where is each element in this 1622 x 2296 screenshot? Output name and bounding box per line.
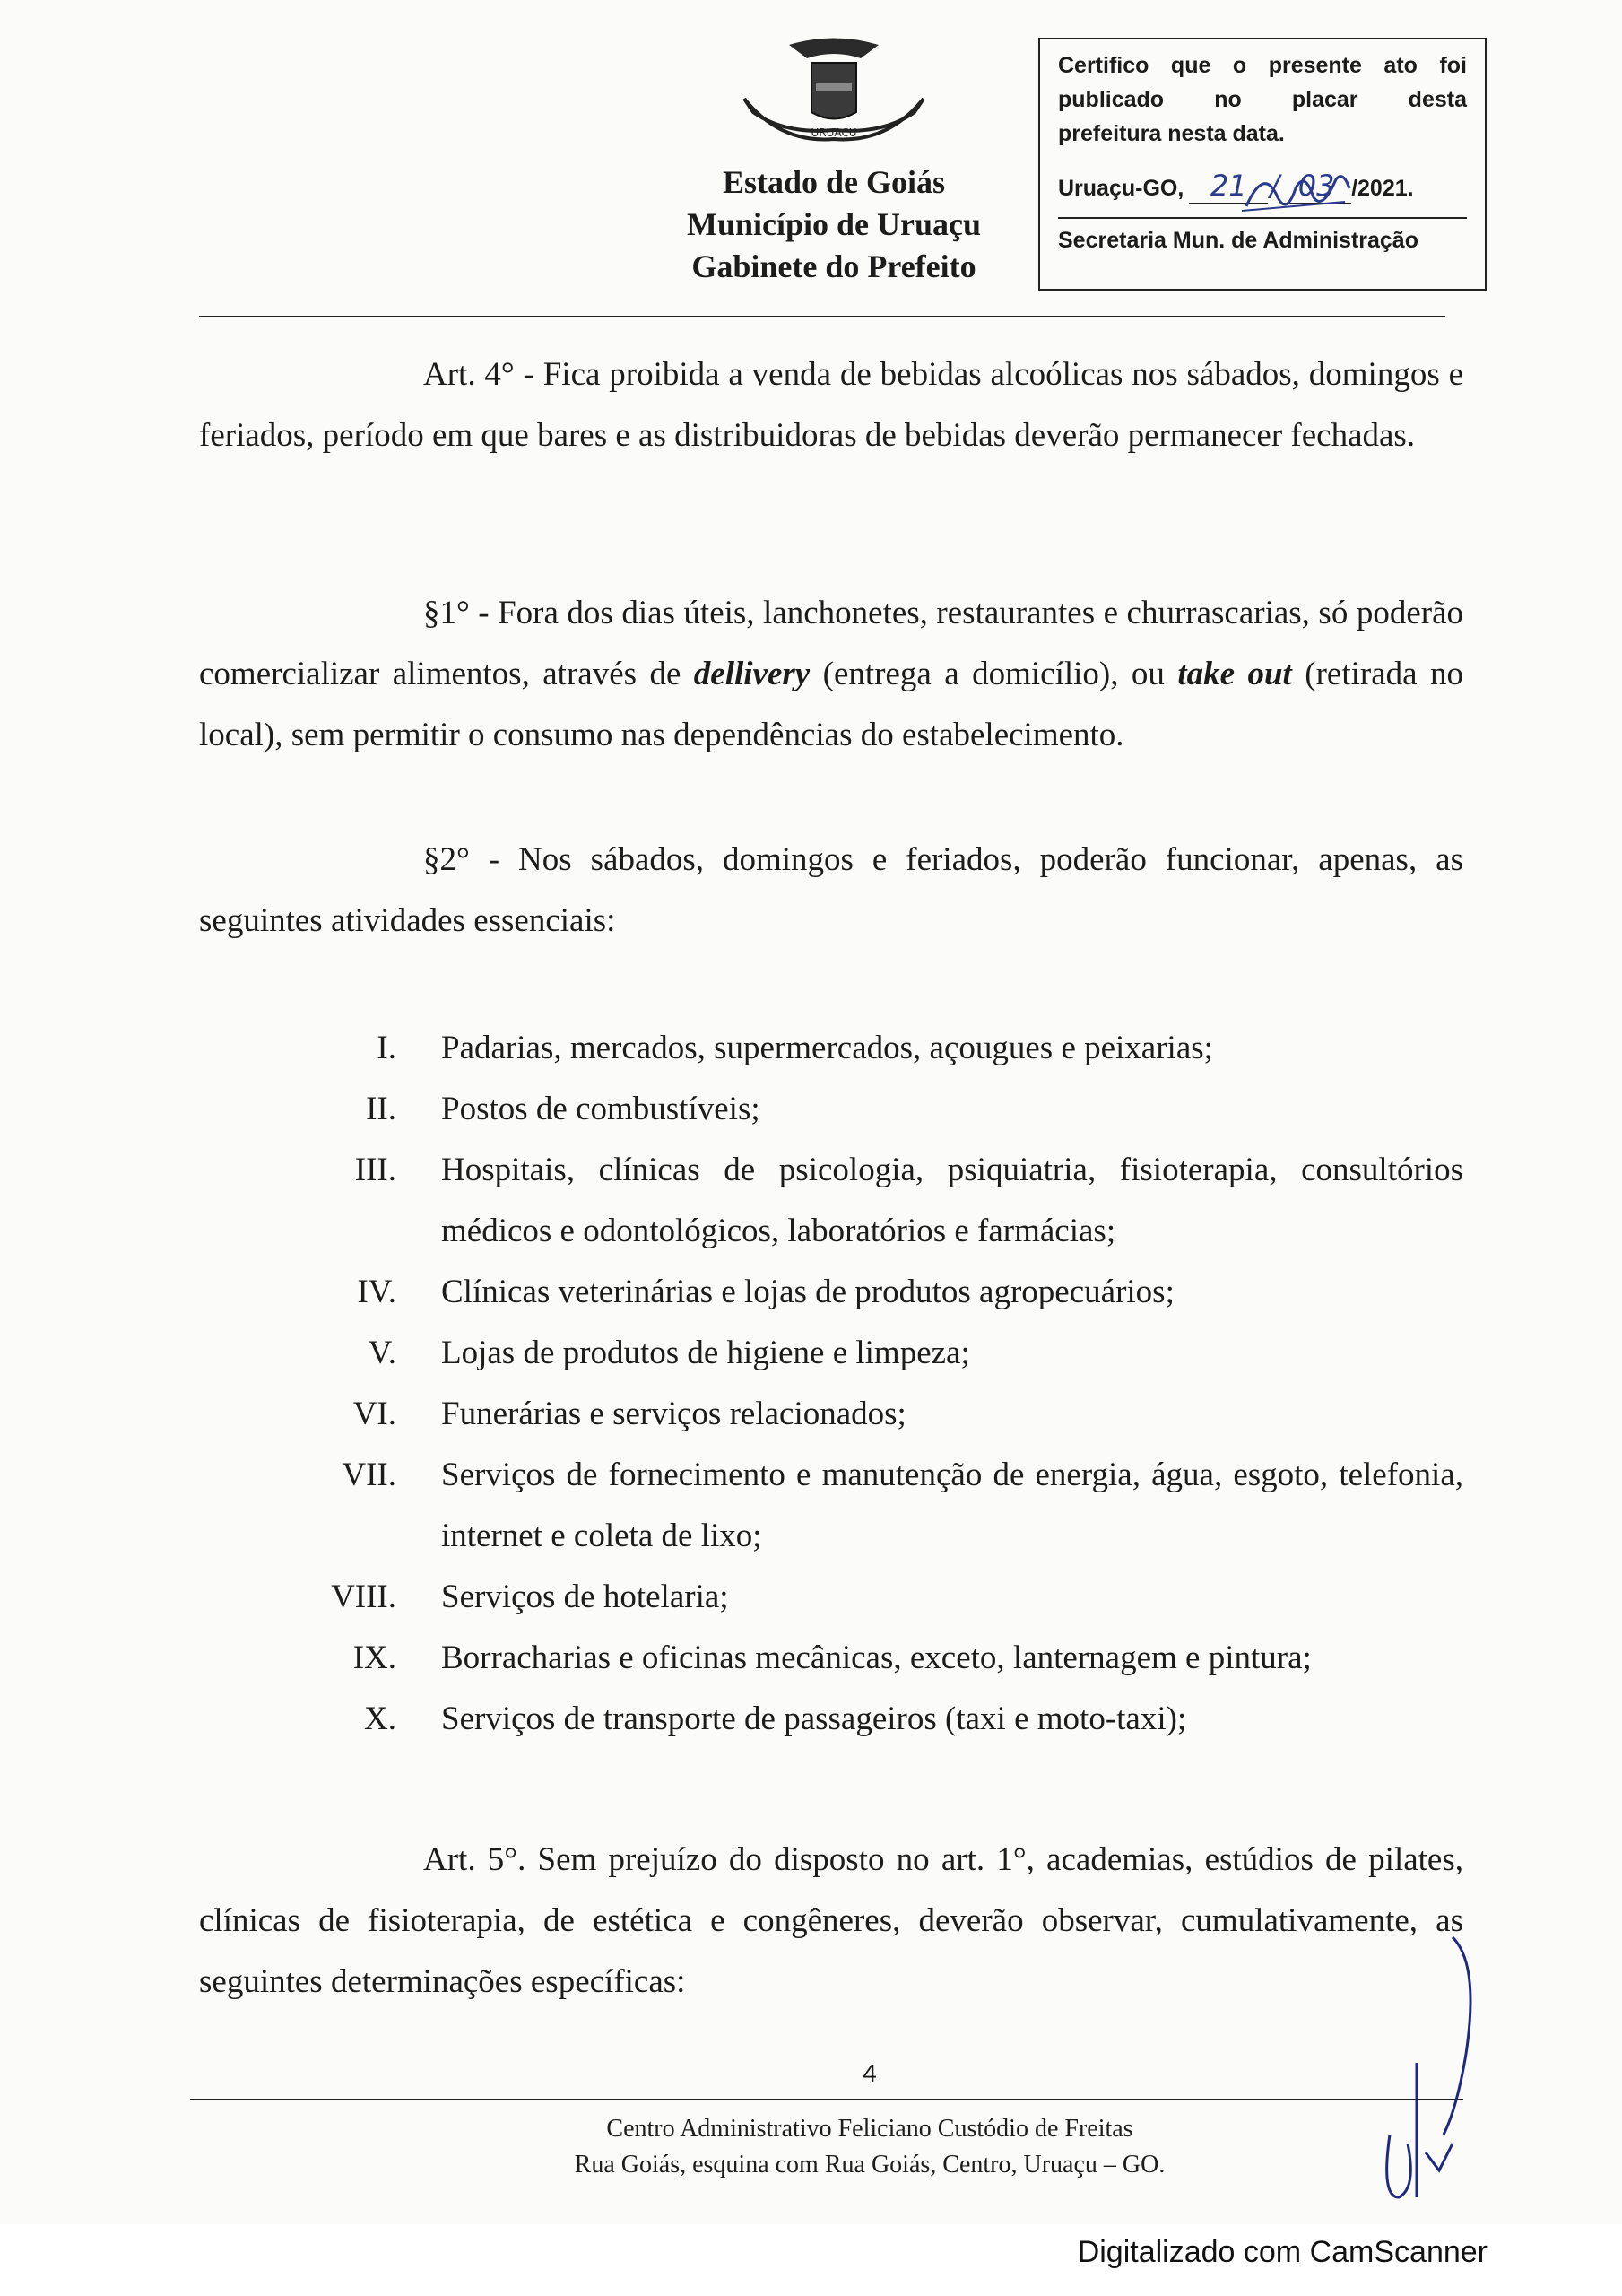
- certificate-line-1: Certifico que o presente ato foi: [1058, 53, 1467, 78]
- list-item: [199, 1323, 1463, 1384]
- handwritten-month: 03: [1281, 169, 1351, 204]
- header-divider: [199, 316, 1445, 317]
- list-item: [199, 1262, 1463, 1323]
- list-item: [199, 1384, 1463, 1445]
- paragraph-1-delivery-term: dellivery: [693, 656, 811, 692]
- item-number: IX.: [352, 1639, 396, 1676]
- item-number: VI.: [352, 1396, 396, 1432]
- item-text: Serviços de fornecimento e manutenção de energia, água, esgoto, telefonia, internet e coleta de lixo;: [441, 1457, 1463, 1554]
- article-5: [199, 1830, 1463, 2013]
- paragraph-1-takeout-term: take out: [1177, 656, 1292, 692]
- item-text: Serviços de transporte de passageiros (taxi e moto-taxi);: [441, 1700, 1187, 1737]
- date-separator: /: [1270, 169, 1280, 203]
- paragraph-1-text-c: (entrega a domicílio), ou: [810, 656, 1178, 692]
- item-text: Clínicas veterinárias e lojas de produtos agropecuários;: [441, 1274, 1175, 1310]
- list-item: [199, 1140, 1463, 1262]
- list-item: [199, 1628, 1463, 1689]
- paragraph-2: [199, 830, 1463, 952]
- footer-address: [377, 2111, 1363, 2183]
- certificate-department: Secretaria Mun. de Administração: [1058, 228, 1418, 253]
- essential-activities-list: [199, 1018, 1463, 1750]
- item-text: Padarias, mercados, supermercados, açougues e peixarias;: [441, 1030, 1213, 1066]
- paragraph-2-text: §2° - Nos sábados, domingos e feriados, poderão funcionar, apenas, as seguintes atividades essenciais:: [199, 841, 1463, 939]
- page-number: 4: [863, 2059, 877, 2087]
- certificate-line-3: prefeitura nesta data.: [1058, 121, 1285, 146]
- item-text: Serviços de hotelaria;: [441, 1578, 729, 1615]
- certificate-text: [1058, 48, 1467, 151]
- coat-of-arms-icon: [726, 36, 941, 152]
- article-4-text: Art. 4° - Fica proibida a venda de bebidas alcoólicas nos sábados, domingos e feriados, período em que bares e as distribuidoras de bebidas deverão permanecer fechadas.: [199, 356, 1463, 454]
- item-number: II.: [366, 1091, 396, 1127]
- publication-certificate-stamp: [1038, 38, 1487, 291]
- certificate-line-2: publicado no placar desta: [1058, 87, 1467, 112]
- state-name: Estado de Goiás: [722, 164, 946, 200]
- item-text: Borracharias e oficinas mecânicas, exceto, lanternagem e pintura;: [441, 1639, 1312, 1676]
- list-item: [199, 1445, 1463, 1567]
- svg-text:URUAÇU: URUAÇU: [811, 126, 857, 139]
- item-text: Funerárias e serviços relacionados;: [441, 1396, 906, 1432]
- footer-line-1: Centro Administrativo Feliciano Custódio de Freitas: [606, 2115, 1133, 2143]
- list-item: [199, 1689, 1463, 1750]
- camscanner-watermark: Digitalizado com CamScanner: [1077, 2235, 1488, 2269]
- signature-line: [1058, 217, 1467, 219]
- certificate-year: /2021.: [1351, 176, 1414, 201]
- list-item: [199, 1079, 1463, 1140]
- handwritten-day: 21: [1189, 169, 1268, 204]
- office-name: Gabinete do Prefeito: [691, 248, 976, 284]
- item-text: Lojas de produtos de higiene e limpeza;: [441, 1335, 970, 1371]
- article-5-text: Art. 5°. Sem prejuízo do disposto no art. 1°, academias, estúdios de pilates, clínicas de fisioterapia, de estética e congêneres, deverão observar, cumulativamente, as seguintes determinações específicas:: [199, 1841, 1463, 2000]
- item-number: I.: [377, 1030, 396, 1066]
- certificate-city: Uruaçu-GO,: [1058, 176, 1184, 201]
- item-number: X.: [364, 1700, 396, 1737]
- paragraph-1-text-e: (retirada no local), sem permitir o consumo nas dependências do estabelecimento.: [199, 656, 1463, 753]
- item-number: VIII.: [331, 1578, 396, 1615]
- item-text: Postos de combustíveis;: [441, 1091, 760, 1127]
- footer-divider: [190, 2099, 1463, 2100]
- list-item: [199, 1567, 1463, 1628]
- municipality-name: Município de Uruaçu: [686, 206, 982, 242]
- handwritten-signature-icon: [1237, 161, 1354, 221]
- item-number: III.: [354, 1152, 396, 1188]
- issuer-heading: [619, 161, 1049, 288]
- margin-initials-signature-icon: [1354, 1928, 1497, 2224]
- article-4: [199, 344, 1463, 466]
- item-number: V.: [368, 1335, 396, 1371]
- paragraph-1: [199, 583, 1463, 766]
- item-number: VII.: [342, 1457, 396, 1493]
- paragraph-1-text-a: §1° - Fora dos dias úteis, lanchonetes, restaurantes e churrascarias, só poderão comercializar alimentos, através de: [199, 595, 1463, 692]
- list-item: [199, 1018, 1463, 1079]
- item-text: Hospitais, clínicas de psicologia, psiquiatria, fisioterapia, consultórios médicos e odontológicos, laboratórios e farmácias;: [441, 1152, 1463, 1249]
- footer-line-2: Rua Goiás, esquina com Rua Goiás, Centro, Uruaçu – GO.: [574, 2151, 1166, 2179]
- item-number: IV.: [357, 1274, 396, 1310]
